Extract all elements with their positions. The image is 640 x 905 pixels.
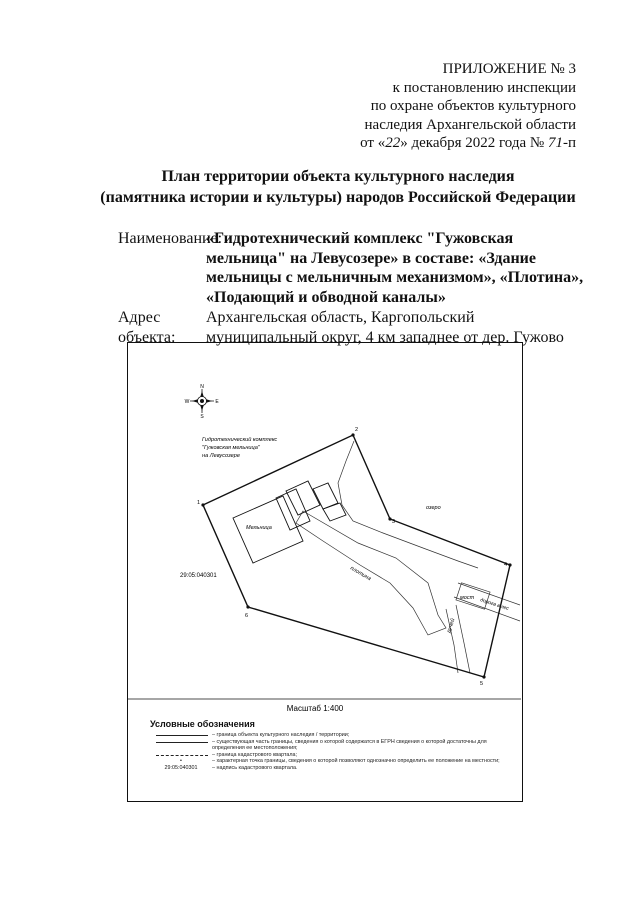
document-title <box>0 166 640 208</box>
boundary-point-6 <box>246 605 249 608</box>
territory-boundary <box>203 435 510 677</box>
legend-item-existing-part <box>150 739 510 752</box>
annex-date-line <box>316 134 576 153</box>
complex-label-1: Гидротехнический комплекс <box>202 437 278 443</box>
name-value: «Гидротехнический комплекс "Гужовская мельница" на Левусозере» в составе: «Здание мельницы с мельничным механизмом», «Плотина», «Подающий и обводной каналы» <box>206 230 584 306</box>
annex-date-prefix: от « <box>360 135 386 151</box>
legend-symbol-bold-line <box>150 732 212 739</box>
legend-symbol-line <box>150 739 212 752</box>
dam-label: плотина <box>349 565 372 583</box>
name-row <box>118 229 588 307</box>
lake-label: озеро <box>426 505 441 511</box>
point-label-6: 6 <box>245 613 249 619</box>
address-value: Архангельская область, Каргопольский муниципальный округ, 4 км западнее от дер. Гужово <box>206 309 564 346</box>
legend-item-boundary <box>150 732 510 739</box>
name-label: Наименование: <box>118 230 223 247</box>
annex-header <box>316 60 576 153</box>
mill-building <box>233 481 346 563</box>
compass-icon <box>185 384 220 420</box>
cadastral-number: 29:05:040301 <box>180 573 217 579</box>
annex-line-3: по охране объектов культурного <box>370 98 576 114</box>
compass-s: S <box>200 414 204 420</box>
legend-item-cadastral-label <box>150 765 510 772</box>
point-label-1: 1 <box>197 500 201 506</box>
legend <box>150 719 510 772</box>
annex-day-handwritten: 22 <box>385 135 401 151</box>
annex-date-mid: » декабря 2022 года № <box>400 135 545 151</box>
legend-item-point <box>150 758 510 765</box>
compass-w: W <box>184 399 190 405</box>
boundary-point-1 <box>201 503 204 506</box>
legend-title: Условные обозначения <box>150 719 255 729</box>
road-label: дорога в лес <box>479 597 510 613</box>
legend-text: – граница кадастрового квартала; <box>212 751 298 758</box>
compass-e: E <box>215 399 219 405</box>
complex-label-2: "Гужовская мельница" <box>202 445 260 451</box>
complex-label-3: на Левусозере <box>202 453 240 459</box>
plan-frame <box>127 342 523 802</box>
legend-text: – существующая часть границы, сведения о которой содержатся в ЕГРН сведения о которой достаточны для определения ее местоположения; <box>212 738 487 752</box>
annex-date-suffix: -п <box>562 135 576 151</box>
stream-lines <box>446 605 470 673</box>
legend-symbol-point: • <box>180 758 182 765</box>
title-line-2: (памятника истории и культуры) народов Российской Федерации <box>100 189 576 206</box>
legend-text: – надпись кадастрового квартала. <box>212 764 298 771</box>
address-label: Адрес объекта: <box>118 309 176 346</box>
boundary-point-4 <box>508 563 511 566</box>
legend-symbol-cadastral-number: 29:05:040301 <box>164 764 198 771</box>
point-label-5: 5 <box>480 681 484 687</box>
mill-label: Мельница <box>246 525 272 531</box>
legend-text: – характерная точка границы, сведения о которой позволяют однозначно определить ее положение на местности; <box>212 758 500 765</box>
legend-symbol-dashed-line <box>150 752 212 759</box>
annex-title: ПРИЛОЖЕНИЕ № 3 <box>442 61 576 77</box>
point-label-3: 3 <box>392 519 396 525</box>
scale-label: Масштаб 1:400 <box>286 704 344 713</box>
dam-outline <box>296 511 446 635</box>
annex-line-2: к постановлению инспекции <box>392 79 576 96</box>
title-line-1: План территории объекта культурного наследия <box>161 168 515 185</box>
annex-number-handwritten: 71 <box>547 135 563 151</box>
boundary-point-2 <box>351 433 354 436</box>
legend-text: – граница объекта культурного наследия / территории; <box>212 732 350 738</box>
point-label-2: 2 <box>355 427 359 433</box>
stream-label: ручей <box>446 617 457 634</box>
point-label-4: 4 <box>504 562 508 568</box>
boundary-point-5 <box>482 675 485 678</box>
object-details <box>118 229 588 347</box>
bridge-label: мост <box>460 595 475 601</box>
annex-line-4: наследия Архангельской области <box>364 116 576 133</box>
lake-shore <box>338 441 478 568</box>
compass-n: N <box>200 384 204 390</box>
